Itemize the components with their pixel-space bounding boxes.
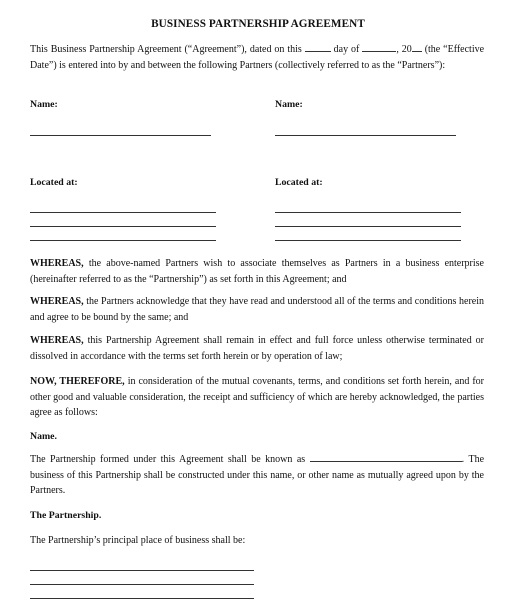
name-section-text-1: The Partnership formed under this Agreement shall be known as [30,454,306,465]
whereas-clause-2 [30,294,484,325]
whereas-lead: WHEREAS, [30,258,84,269]
business-address-line-2[interactable] [30,584,254,585]
whereas-text: the Partners acknowledge that they have read and understood all of the terms and conditions herein and agree to be bound by the same; and [30,296,485,323]
intro-text-1: This Business Partnership Agreement (“Agreement”), dated on this [30,44,302,55]
intro-paragraph [30,42,484,73]
business-address-line-1[interactable] [30,570,254,571]
partner-2-name-line[interactable] [275,135,456,136]
partner-2-location-label: Located at: [275,177,323,188]
partnership-section-heading: The Partnership. [30,510,102,521]
intro-text-4: (the “Effective Date”) is entered into by and between the following Partners (collectively referred to as the “Partners”): [30,44,485,71]
whereas-clause-1 [30,256,484,287]
partner-2-name-label: Name: [275,99,303,110]
intro-text-3: , 20 [396,44,412,55]
partner-2-address-line-3[interactable] [275,240,461,241]
partnership-name-blank[interactable] [310,453,462,462]
business-address-line-3[interactable] [30,598,254,599]
name-section-paragraph [30,452,484,499]
partner-1-name-line[interactable] [30,135,211,136]
year-blank[interactable] [412,43,422,52]
partner-1-address-line-1[interactable] [30,212,216,213]
partner-1-name-label: Name: [30,99,58,110]
partner-1-address-line-2[interactable] [30,226,216,227]
whereas-clause-3 [30,333,484,364]
day-blank[interactable] [305,43,331,52]
partner-2-address-line-1[interactable] [275,212,461,213]
partner-1-location-label: Located at: [30,177,78,188]
whereas-lead: WHEREAS, [30,335,84,346]
name-section-text-3: The business of this Partnership shall be constructed under this name, or other name as mutually agreed upon by the Partners. [30,454,485,496]
partner-1-address-line-3[interactable] [30,240,216,241]
name-section-heading: Name. [30,431,57,442]
intro-text-2: day of [333,44,360,55]
partner-2-address-line-2[interactable] [275,226,461,227]
document-title: BUSINESS PARTNERSHIP AGREEMENT [151,18,365,30]
month-blank[interactable] [362,43,396,52]
now-therefore-text: in consideration of the mutual covenants, terms, and conditions set forth herein, and for other good and valuable consideration, the receipt and sufficiency of which are hereby acknowledged, the parties agree as follows: [30,376,484,418]
whereas-lead: WHEREAS, [30,296,84,307]
partnership-section-text: The Partnership’s principal place of business shall be: [30,535,246,546]
whereas-text: this Partnership Agreement shall remain in effect and full force unless otherwise terminated or dissolved in accordance with the terms set forth herein or by operation of law; [30,335,485,362]
now-therefore-clause [30,374,484,421]
name-section-text-2: . [461,454,465,465]
whereas-text: the above-named Partners wish to associate themselves as Partners in a business enterprise (hereinafter referred to as the “Partnership”) as set forth in this Agreement; and [30,258,485,285]
now-therefore-lead: NOW, THEREFORE, [30,376,125,387]
